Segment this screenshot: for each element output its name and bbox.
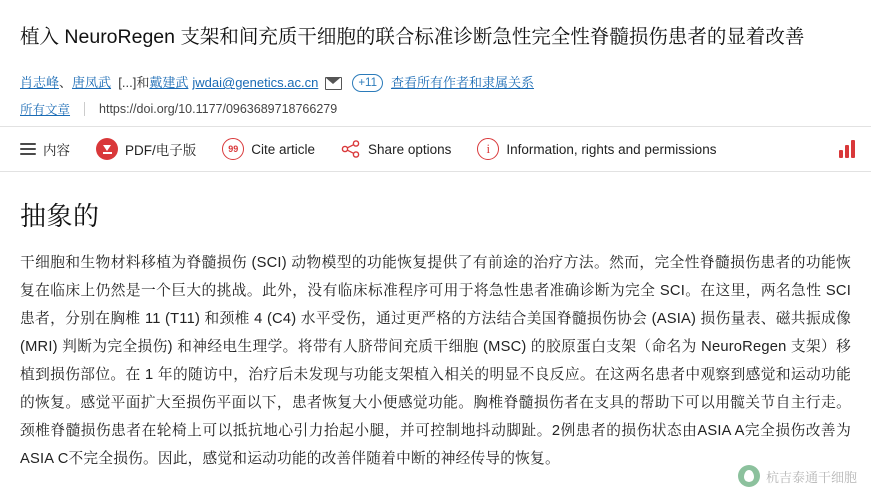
toolbar-item-contents[interactable]: [20, 139, 70, 159]
affiliation-count-badge[interactable]: +11: [352, 74, 383, 92]
leaf-logo-icon: [738, 465, 760, 487]
toolbar-item-share-label: Share options: [368, 141, 452, 157]
authors-etal: [...]: [111, 75, 137, 91]
view-all-affiliations-link[interactable]: 查看所有作者和隶属关系: [390, 75, 534, 91]
author-link-2[interactable]: 唐凤武: [72, 75, 112, 91]
toolbar-item-pdf[interactable]: [96, 138, 196, 160]
hamburger-icon: [20, 143, 36, 155]
info-icon: i: [477, 138, 499, 160]
bar-chart-icon[interactable]: [839, 140, 855, 158]
authors-row: [0, 68, 871, 92]
author-link-3[interactable]: 戴建武: [149, 75, 189, 91]
authors-and: 和: [136, 75, 150, 91]
doi-divider: [84, 102, 85, 116]
all-articles-link[interactable]: 所有文章: [20, 103, 71, 118]
author-link-1[interactable]: 肖志峰: [20, 75, 60, 91]
quote-icon: 99: [222, 138, 244, 160]
watermark-text: 杭吉泰通干细胞: [765, 469, 857, 485]
author-separator-1: 、: [59, 75, 73, 91]
toolbar-item-cite-label: Cite article: [251, 141, 316, 157]
download-icon: [96, 138, 118, 160]
toolbar-item-share[interactable]: [341, 140, 451, 158]
toolbar-item-cite[interactable]: [222, 138, 315, 160]
article-page: [0, 13, 871, 499]
abstract-heading: 抽象的: [20, 201, 100, 232]
toolbar-item-contents-label: 内容: [43, 143, 70, 159]
article-toolbar: [0, 126, 871, 172]
page-title: 植入 NeuroRegen 支架和间充质干细胞的联合标准诊断急性完全性脊髓损伤患者的显着改善: [20, 26, 805, 49]
doi-text[interactable]: https://doi.org/10.1177/0963689718766279: [99, 102, 338, 117]
watermark: [738, 465, 857, 487]
toolbar-item-information-label: Information, rights and permissions: [506, 141, 717, 157]
doi-row: [0, 92, 871, 126]
corresponding-email-link[interactable]: jwdai@genetics.ac.cn: [192, 75, 319, 91]
share-icon: [341, 140, 361, 158]
envelope-icon: [325, 77, 342, 90]
abstract-body: 干细胞和生物材料移植为脊髓损伤 (SCI) 动物模型的功能恢复提供了有前途的治疗方法。然而，完全性脊髓损伤患者的功能恢复在临床上仍然是一个巨大的挑战。此外，没有临床标准程序可用于将急性患者准确诊断为完全 SCI。在这里，两名急性 SCI 患者，分别在胸椎 11 (T11) 和颈椎 4 (C4) 水平受伤，通过更严格的方法结合美国脊髓损伤协会 (ASIA) 损伤量表、磁共振成像 (MRI) 判断为完全损伤) 和神经电生理学。将带有人脐带间充质干细胞 (MSC) 的胶原蛋白支架（命名为 NeuroRegen 支架）移植到损伤部位。在 1 年的随访中，治疗后未发现与功能支架植入相关的明显不良反应。在这两名患者中观察到感觉和运动功能的恢复。感觉平面扩大至损伤平面以下，患者恢复大小便感觉功能。胸椎脊髓损伤者在支具的帮助下可以用髋关节自主行走。颈椎脊髓损伤患者在轮椅上可以抵抗地心引力抬起小腿，并可控制地抖动脚趾。2例患者的损伤状态由ASIA A完全损伤改善为ASIA C不完全损伤。因此，感觉和运动功能的改善伴随着中断的神经传导的恢复。: [20, 255, 851, 468]
toolbar-item-pdf-label: PDF/电子版: [125, 143, 197, 159]
abstract-section: [0, 172, 871, 473]
toolbar-item-information[interactable]: [477, 138, 716, 160]
